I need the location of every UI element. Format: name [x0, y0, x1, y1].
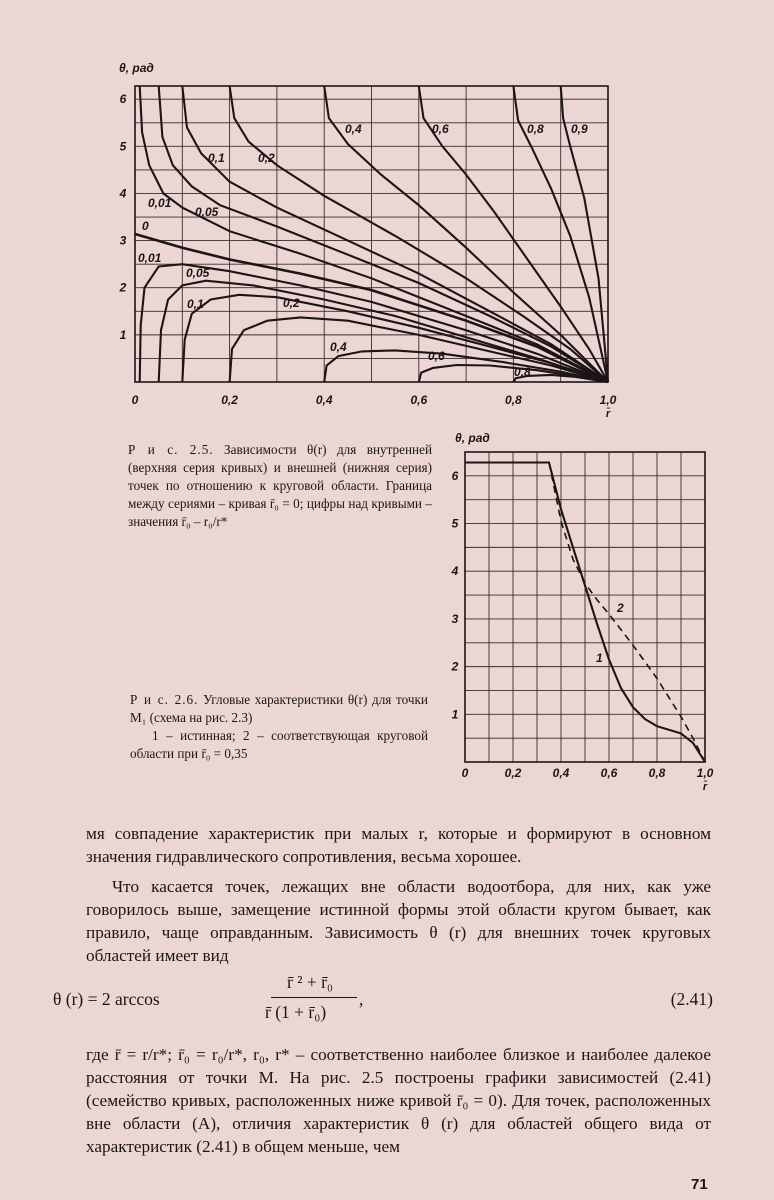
x-tick-label: 0,8: [505, 393, 522, 407]
upper-curve-label: 0,2: [258, 151, 275, 165]
formula-denominator: r̄ (1 + r̄₀): [265, 1002, 327, 1022]
lower-curve-label: 0,2: [283, 296, 300, 310]
formula-comma: ,: [359, 989, 364, 1009]
y-tick-label: 6: [119, 92, 127, 107]
boundary-curve-label: 0: [142, 219, 149, 233]
lower-curve-label: 0,6: [428, 349, 445, 363]
formula-2-41: [53, 972, 713, 1032]
formula-lhs: θ (r) = 2 arccos: [53, 989, 160, 1009]
series-2-curve: [549, 463, 705, 763]
y-tick-label: 1: [119, 327, 127, 342]
x-tick-label: 1,0: [599, 393, 617, 407]
paragraph-2: Что касается точек, лежащих вне области водоотбора, для них, как уже говорилось выше, замещение истинной формы этой области кругом бывает, как правило, чаще оправданным. Зависимость θ (r) для внешних точек круговых областей имеет вид: [86, 877, 711, 965]
series-1-label: 1: [596, 651, 603, 665]
figure-2-6-legend: 1 – истинная; 2 – соответствующая круговой области при r̄₀ = 0,35: [130, 728, 428, 761]
figure-2-6: [451, 431, 714, 793]
x-tick-label: 0,8: [648, 766, 666, 780]
x-tick-label: 0,6: [600, 766, 618, 780]
y-tick-label: 4: [119, 186, 127, 201]
x-tick-label: 0,2: [221, 393, 238, 407]
upper-curve-label: 0,4: [345, 122, 362, 136]
figure-2-5-caption-text: Зависимости θ(r) для внутренней (верхняя серия кривых) и внешней (нижняя серия) точек по отношению к круговой области. Граница между сериями – кривая r̄₀ = 0; цифры над кривыми – значения r̄₀ – r₀/r*: [128, 442, 432, 529]
formula-number: (2.41): [670, 989, 713, 1009]
y-tick-label: 5: [451, 516, 459, 531]
upper-curve-label: 0,05: [195, 205, 219, 219]
y-tick-label: 5: [119, 139, 127, 154]
upper-curve-label: 0,1: [208, 151, 225, 165]
x-tick-label: 0,2: [504, 766, 522, 780]
figure-2-5: [119, 61, 617, 420]
x-tick-label: 0,4: [315, 393, 333, 407]
figure-2-5-caption: [128, 441, 432, 531]
figure-2-6-caption: [130, 691, 428, 763]
y-tick-label: 2: [119, 280, 127, 295]
x-tick-label: 0,4: [552, 766, 570, 780]
y-tick-label: 3: [451, 611, 459, 626]
paragraph-1: мя совпадение характеристик при малых r, которые и формируют в основном значения гидравлического сопротивления, весьма хорошее.: [86, 824, 711, 866]
upper-curve-label: 0,6: [432, 122, 449, 136]
lower-curve-label: 0,05: [186, 266, 210, 280]
y-tick-label: 3: [119, 233, 127, 248]
figure-2-6-caption-text: Угловые характеристики θ(r) для точки M₁ (схема на рис. 2.3): [130, 692, 428, 725]
lower-curve-label: 0,01: [138, 251, 162, 265]
formula-numerator: r̄ ² + r̄₀: [287, 972, 333, 992]
x-tick-label: 0: [131, 393, 139, 407]
figure-2-5-caption-lead: Р и с. 2.5.: [128, 442, 214, 457]
x-axis-label: r̄: [605, 408, 611, 420]
y-axis-label: θ, рад: [119, 61, 154, 75]
upper-curve-label: 0,9: [571, 122, 588, 136]
formula-fraction-bar: [271, 997, 357, 998]
series-2-label: 2: [617, 601, 624, 615]
x-tick-label: 0,6: [410, 393, 428, 407]
x-tick-label: 1,0: [696, 766, 714, 780]
lower-curve-label: 0,4: [330, 340, 347, 354]
x-tick-label: 0: [461, 766, 469, 780]
paragraph-3: где r̄ = r/r*; r̄₀ = r₀/r*, r₀, r* – соответственно наиболее близкое и наиболее далекое расстояния от точки M. На рис. 2.5 построены графики зависимостей (2.41) (семейство кривых, расположенных ниже кривой r̄₀ = 0). Для точек, расположенных вне области (A), отличия характеристик θ (r) для областей общего вида от характеристик (2.41) в общем меньше, чем: [86, 1045, 711, 1156]
y-tick-label: 6: [451, 468, 459, 483]
lower-curve-label: 0,8: [514, 365, 531, 379]
x-axis-label: r̄: [702, 781, 708, 793]
y-tick-label: 2: [451, 659, 459, 674]
y-tick-label: 4: [451, 564, 459, 579]
lower-curve-label: 0,1: [187, 297, 204, 311]
upper-curve-label: 0,8: [527, 122, 544, 136]
page-number: 71: [691, 1176, 708, 1193]
upper-curve-label: 0,01: [148, 196, 172, 210]
figure-2-6-caption-lead: Р и с. 2.6.: [130, 692, 199, 707]
upper-curve: [182, 86, 608, 382]
y-tick-label: 1: [451, 707, 459, 722]
y-axis-label: θ, рад: [455, 431, 490, 445]
